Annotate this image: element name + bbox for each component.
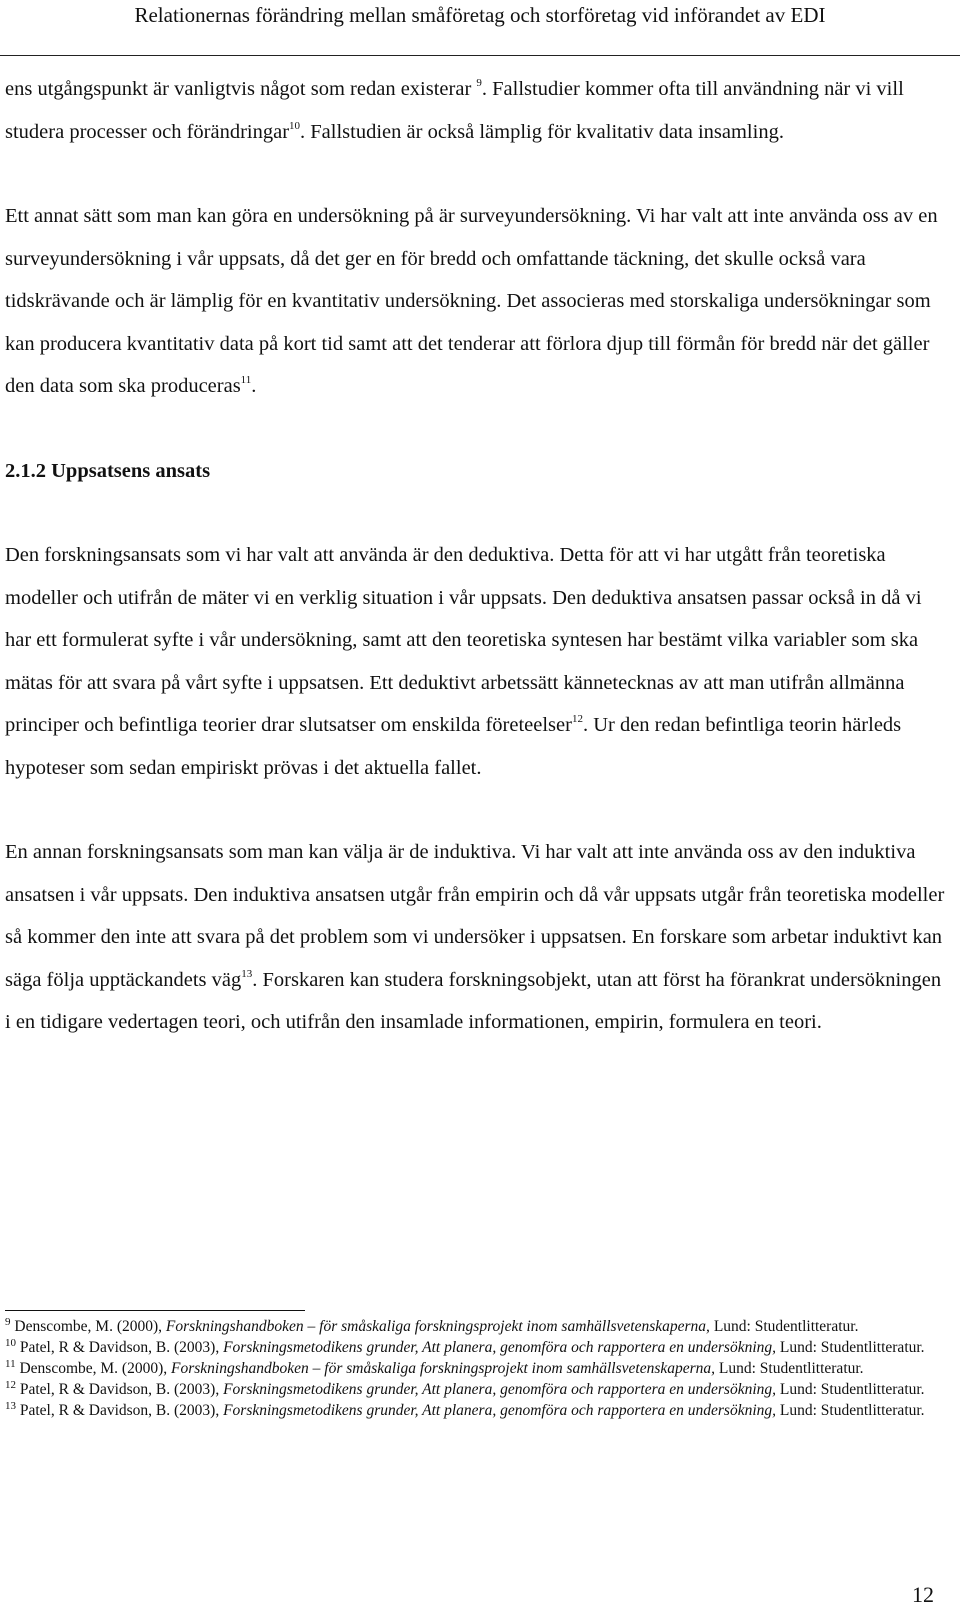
running-header: [0, 0, 960, 56]
footnote-11: [5, 1358, 950, 1379]
footnote-ref-10[interactable]: 10: [289, 119, 301, 132]
paragraph-case-study: [5, 68, 950, 153]
footnote-12: [5, 1379, 950, 1400]
paragraph-text: . Fallstudien är också lämplig för kvalitativ data insamling.: [300, 120, 784, 143]
paragraph-text: Den forskningsansats som vi har valt att använda är den deduktiva. Detta för att vi har utgått från teoretiska modeller och utifrån de mäter vi en verklig situation i vår uppsats. Den deduktiva ansatsen passar också in då vi har ett formulerat syfte i vår undersökning, samt att den teoretiska syntesen har bestämt vilka variabler som ska mätas för att svara på vårt syfte i uppsatsen. Ett deduktivt arbetssätt kännetecknas av att man utifrån allmänna principer och befintliga teorier drar slutsatser om enskilda företeelser: [5, 544, 922, 736]
footnote-number: 12: [5, 1379, 16, 1391]
paragraph-survey: [5, 195, 950, 408]
footnotes: [5, 1316, 950, 1421]
paragraph-inductive: [5, 831, 950, 1044]
paragraph-spacer: [5, 408, 950, 450]
paragraph-text: . Fallstudier kommer ofta till användning när vi vill studera processer och förändringar: [5, 78, 904, 143]
paragraph-text: . Forskaren kan studera forskningsobjekt, utan att först ha förankrat undersökningen i en tidigare vedertagen teori, och utifrån den insamlade informationen, empirin, formulera en teori.: [5, 968, 942, 1033]
footnote-text: Denscombe, M. (2000),: [15, 1360, 171, 1377]
footnote-ref-11[interactable]: 11: [240, 374, 252, 386]
footnote-title: Forskningsmetodikens grunder, Att planera, genomföra och rapportera en undersökning,: [223, 1339, 777, 1356]
footnote-text: Patel, R & Davidson, B. (2003),: [16, 1402, 224, 1419]
footnote-text: Denscombe, M. (2000),: [10, 1318, 166, 1335]
footnote-number: 13: [5, 1400, 16, 1412]
footnote-text: Lund: Studentlitteratur.: [709, 1318, 859, 1335]
footnote-number: 10: [5, 1337, 16, 1349]
paragraph-deductive: [5, 534, 950, 789]
footnote-text: Lund: Studentlitteratur.: [776, 1402, 925, 1419]
running-title: Relationernas förändring mellan småföretag och storföretag vid införandet av EDI: [134, 3, 826, 27]
section-heading: 2.1.2 Uppsatsens ansats: [5, 459, 211, 482]
footnote-title: Forskningsmetodikens grunder, Att planera, genomföra och rapportera en undersökning,: [223, 1381, 777, 1398]
footnote-ref-9[interactable]: 9: [476, 77, 482, 89]
paragraph-text: . Ur den redan befintliga teorin härleds hypoteser som sedan empiriskt prövas i det aktuella fallet.: [5, 714, 902, 779]
footnote-number: 9: [5, 1316, 11, 1328]
paragraph-spacer: [5, 492, 950, 534]
footnote-text: Lund: Studentlitteratur.: [776, 1339, 925, 1356]
footnote-text: Lund: Studentlitteratur.: [776, 1381, 925, 1398]
footnote-text: Patel, R & Davidson, B. (2003),: [16, 1339, 224, 1356]
footnote-number: 11: [5, 1358, 16, 1370]
footnote-9: [5, 1316, 950, 1337]
paragraph-text: .: [251, 375, 257, 397]
footnote-text: Lund: Studentlitteratur.: [715, 1360, 864, 1377]
footnote-text: Patel, R & Davidson, B. (2003),: [16, 1381, 224, 1398]
footnote-ref-12[interactable]: 12: [571, 713, 583, 725]
paragraph-spacer: [5, 153, 950, 195]
footnote-ref-13[interactable]: 13: [241, 967, 253, 980]
footnote-title: Forskningsmetodikens grunder, Att planera, genomföra och rapportera en undersökning,: [223, 1402, 777, 1419]
paragraph-text: Ett annat sätt som man kan göra en undersökning på är surveyundersökning. Vi har valt att inte använda oss av en surveyundersökning i vår uppsats, då det ger en för bredd och omfattande täckning, det skulle också vara tidskrävande och är lämplig för en kvantitativ undersökning. Det associeras med storskaliga undersökningar som kan producera kvantitativ data på kort tid samt att det tenderar att förlora djup till förmån för bredd när det gäller den data som ska produceras: [5, 205, 938, 397]
footnote-13: [5, 1400, 950, 1421]
paragraph-spacer: [5, 789, 950, 831]
footnote-divider: [5, 1310, 305, 1311]
footnote-title: Forskningshandboken – för småskaliga forskningsprojekt inom samhällsvetenskaperna,: [171, 1360, 716, 1377]
paragraph-text: En annan forskningsansats som man kan välja är de induktiva. Vi har valt att inte använda oss av den induktiva ansatsen i vår uppsats. Den induktiva ansatsen utgår från empirin och då vår uppsats utgår från teoretiska modeller så kommer den inte att svara på det problem som vi undersöker i uppsatsen. En forskare som arbetar induktivt kan säga följa upptäckandets väg: [5, 841, 945, 991]
footnote-title: Forskningshandboken – för småskaliga forskningsprojekt inom samhällsvetenskaperna,: [165, 1318, 710, 1335]
footnote-10: [5, 1337, 950, 1358]
page-number: 12: [912, 1582, 934, 1607]
page-body: [5, 68, 950, 1044]
paragraph-text: ens utgångspunkt är vanligtvis något som redan existerar: [5, 78, 477, 100]
